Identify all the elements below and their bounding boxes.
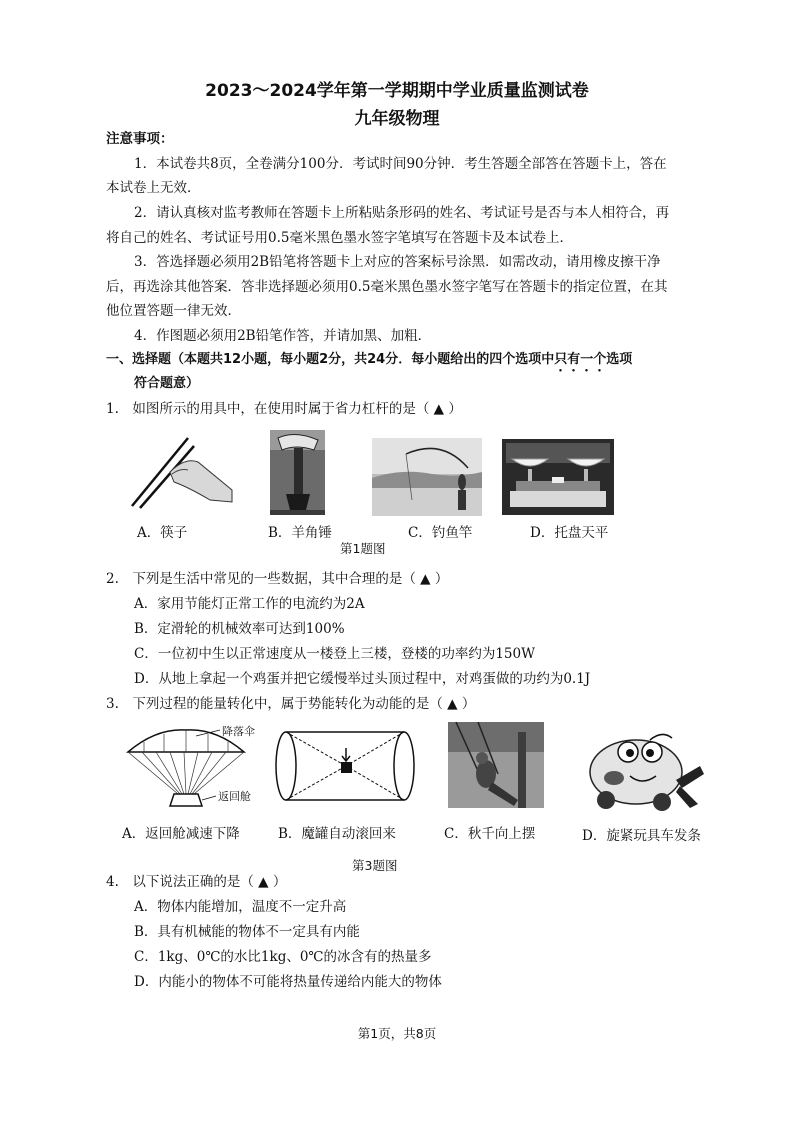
figure-caption: 第1题图 [340, 541, 386, 556]
capsule-label: 返回舱 [218, 790, 251, 803]
exam-title: 2023～2024学年第一学期期中学业质量监测试卷 [205, 81, 589, 101]
option-label: B．羊角锤 [268, 525, 332, 541]
notice-line: 4．作图题必须用2B铅笔作答，并请加黑、加粗． [134, 328, 432, 344]
option-label: B．魔罐自动滚回来 [278, 826, 396, 842]
option-text: A．家用节能灯正常工作的电流约为2A [134, 596, 365, 612]
notice-heading: 注意事项： [106, 131, 174, 147]
option-text: A．物体内能增加，温度不一定升高 [134, 899, 347, 915]
question-stem: 1. 如图所示的用具中，在使用时属于省力杠杆的是（ ▲ ） [106, 401, 462, 417]
option-text: B．具有机械能的物体不一定具有内能 [134, 924, 360, 940]
fishing-rod-figure [372, 438, 482, 516]
option-label: A．返回舱减速下降 [122, 826, 240, 842]
emphasis-text: 只有一个 [554, 352, 607, 367]
parachute-label: 降落伞 [222, 725, 255, 738]
notice-line: 他位置答题一律无效． [106, 303, 241, 319]
question-stem: 4. 以下说法正确的是（ ▲ ） [106, 874, 287, 890]
exam-subject: 九年级物理 [354, 109, 440, 129]
swing-figure [448, 722, 544, 808]
figure-caption: 第3题图 [352, 858, 398, 873]
option-label: C．钓鱼竿 [408, 525, 473, 541]
option-text: B．定滑轮的机械效率可达到100% [134, 621, 345, 637]
option-label: D．托盘天平 [530, 525, 609, 541]
question-stem: 3. 下列过程的能量转化中，属于势能转化为动能的是（ ▲ ） [106, 696, 476, 712]
option-label: D．旋紧玩具车发条 [582, 828, 701, 844]
question-stem: 2. 下列是生活中常见的一些数据，其中合理的是（ ▲ ） [106, 571, 449, 587]
magic-can-figure [272, 726, 420, 806]
section-heading: 一、选择题（本题共12小题，每小题2分，共24分．每小题给出的四个选项中只有一个选项 [106, 352, 633, 367]
wind-up-toy-car-figure [580, 722, 706, 812]
option-text: C．1kg、0℃的水比1kg、0℃的冰含有的热量多 [134, 949, 432, 965]
notice-line: 3．答选择题必须用2B铅笔将答题卡上对应的答案标号涂黑．如需改动，请用橡皮擦干净 [134, 254, 661, 270]
pan-balance-figure [502, 439, 614, 515]
section-heading-line2: 符合题意） [134, 376, 200, 391]
page-footer: 第1页，共8页 [357, 1026, 437, 1041]
option-text: D．从地上拿起一个鸡蛋并把它缓慢举过头顶过程中，对鸡蛋做的功约为0.1J [134, 671, 591, 687]
notice-line: 后，再选涂其他答案．答非选择题必须用0.5毫米黑色墨水签字笔写在答题卡的指定位置，在其 [106, 279, 668, 295]
option-text: D．内能小的物体不可能将热量传递给内能大的物体 [134, 974, 442, 990]
option-label: A．筷子 [137, 525, 188, 541]
notice-line: 将自己的姓名、考试证号用0.5毫米黑色墨水签字笔填写在答题卡及本试卷上． [106, 230, 573, 246]
claw-hammer-figure [270, 430, 325, 515]
chopsticks-figure [130, 432, 235, 510]
notice-line: 本试卷上无效． [106, 180, 201, 196]
notice-line: 2．请认真核对监考教师在答题卡上所粘贴条形码的姓名、考试证号是否与本人相符合，再 [134, 205, 670, 221]
notice-line: 1．本试卷共8页，全卷满分100分．考试时间90分钟．考生答题全部答在答题卡上，答在 [134, 156, 667, 172]
option-label: C．秋千向上摆 [444, 826, 536, 842]
option-text: C．一位初中生以正常速度从一楼登上三楼，登楼的功率约为150W [134, 646, 535, 662]
